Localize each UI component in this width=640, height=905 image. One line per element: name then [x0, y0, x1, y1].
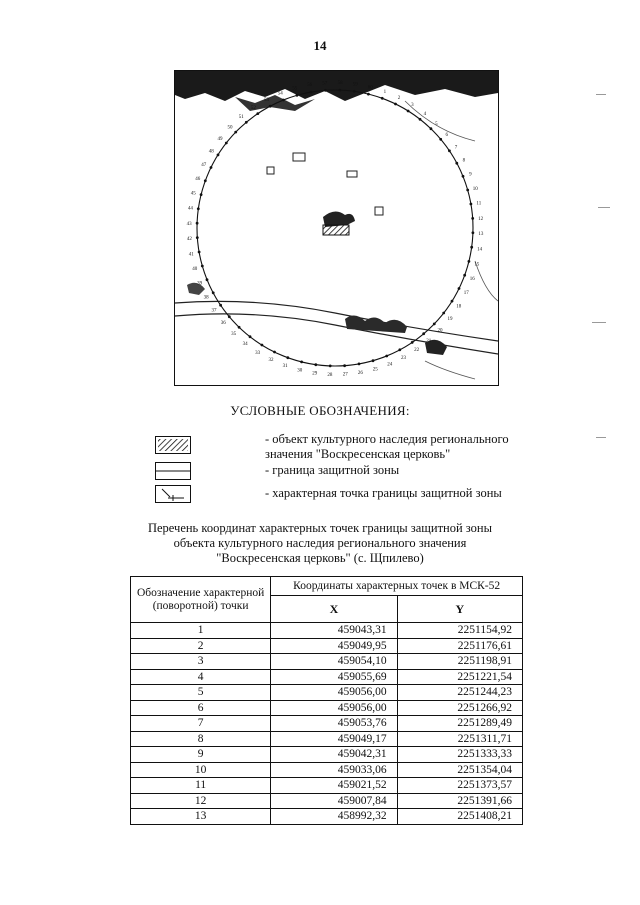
zone-point-marker	[300, 361, 303, 364]
zone-point-label: 15	[474, 262, 480, 268]
zone-point-marker	[422, 332, 425, 335]
double-line-rectangle-icon	[155, 462, 191, 480]
zone-point-label: 8	[462, 158, 466, 164]
header-coordinates: Координаты характерных точек в МСК-52	[271, 577, 523, 596]
zone-point-marker	[219, 304, 222, 307]
zone-point-label: 36	[220, 320, 226, 326]
zone-point-label: 7	[454, 145, 458, 151]
x-cell: 459033,06	[271, 762, 397, 778]
zone-point-label: 23	[401, 355, 406, 361]
x-cell: 459021,52	[271, 778, 397, 794]
header-x: X	[271, 596, 397, 623]
zone-point-marker	[228, 315, 231, 318]
point-cell: 11	[131, 778, 271, 794]
zone-point-label: 43	[186, 221, 192, 227]
y-cell: 2251354,04	[397, 762, 522, 778]
zone-point-marker	[448, 149, 451, 152]
zone-point-label: 3	[411, 103, 414, 109]
zone-point-label: 35	[231, 332, 237, 337]
point-cell: 3	[131, 654, 271, 670]
table-row	[131, 778, 523, 794]
legend-text-zone-boundary: - граница защитной зоны	[265, 463, 400, 477]
zone-point-label: 24	[387, 362, 393, 368]
zone-point-marker	[367, 93, 370, 96]
y-cell: 2251221,54	[397, 669, 522, 685]
x-cell: 459053,76	[271, 716, 397, 732]
x-cell: 459049,17	[271, 731, 397, 747]
zone-point-marker	[238, 326, 241, 329]
zone-point-label: 4	[423, 112, 427, 117]
hatched-rectangle-icon	[155, 436, 191, 454]
zone-point-label: 5	[435, 122, 438, 127]
zone-point-label: 30	[297, 368, 303, 374]
zone-point-label: 52	[250, 106, 256, 111]
zone-point-label: 27	[342, 372, 348, 378]
zone-point-marker	[269, 105, 272, 108]
zone-point-marker	[466, 189, 469, 192]
zone-point-label: 34	[242, 342, 248, 347]
x-cell: 459007,84	[271, 793, 397, 809]
zone-point-marker	[442, 312, 445, 315]
site-plan-drawing	[175, 71, 498, 385]
zone-point-label: 9	[469, 172, 472, 178]
zone-point-marker	[286, 356, 289, 359]
zone-point-label: 25	[372, 367, 378, 373]
table-row	[131, 731, 523, 747]
zone-point-label: 37	[211, 308, 217, 314]
x-cell: 459049,95	[271, 638, 397, 654]
zone-point-label: 10	[472, 186, 478, 192]
table-row	[131, 716, 523, 732]
zone-point-marker	[196, 236, 199, 239]
zone-point-label: 39	[197, 281, 203, 287]
zone-point-label: 38	[203, 295, 209, 301]
zone-point-marker	[419, 118, 422, 121]
zone-point-marker	[407, 110, 410, 113]
zone-point-marker	[439, 138, 442, 141]
table-row	[131, 793, 523, 809]
zone-point-label: 42	[186, 237, 192, 243]
table-row	[131, 654, 523, 670]
table-row	[131, 747, 523, 763]
y-cell: 2251176,61	[397, 638, 522, 654]
point-cell: 2	[131, 638, 271, 654]
zone-point-label: 46	[195, 177, 201, 183]
zone-point-label: 44	[187, 206, 193, 212]
y-cell: 2251154,92	[397, 623, 522, 639]
zone-point-label: 55	[292, 86, 298, 92]
site-plan-map	[174, 70, 499, 386]
y-cell: 2251198,91	[397, 654, 522, 670]
zone-point-marker	[430, 127, 433, 130]
zone-point-label: 14	[477, 247, 483, 253]
zone-point-marker	[462, 175, 465, 178]
y-cell: 2251333,33	[397, 747, 522, 763]
legend-text-boundary-point: - характерная точка границы защитной зоны	[265, 486, 502, 500]
zone-point-marker	[256, 112, 259, 115]
zone-point-marker	[385, 355, 388, 358]
y-cell: 2251289,49	[397, 716, 522, 732]
table-row	[131, 762, 523, 778]
table-row	[131, 623, 523, 639]
zone-point-label: 29	[312, 371, 318, 377]
x-cell: 459054,10	[271, 654, 397, 670]
point-cell: 1	[131, 623, 271, 639]
table-row	[131, 638, 523, 654]
caption-line-2: объекта культурного наследия регионального значения	[173, 536, 467, 550]
zone-point-marker	[343, 364, 346, 367]
zone-point-label: 19	[447, 316, 453, 322]
zone-point-label: 1	[383, 89, 387, 95]
zone-point-marker	[261, 344, 264, 347]
point-cell: 8	[131, 731, 271, 747]
zone-point-marker	[470, 203, 473, 206]
zone-point-marker	[455, 162, 458, 165]
zone-point-label: 53	[264, 98, 269, 104]
zone-point-label: 54	[277, 91, 283, 97]
zone-point-marker	[324, 89, 327, 92]
zone-point-marker	[471, 217, 474, 220]
zone-point-marker	[458, 287, 461, 290]
caption-line-3: "Воскресенская церковь" (с. Щпилево)	[216, 551, 424, 565]
x-cell: 459056,00	[271, 685, 397, 701]
zone-point-marker	[200, 193, 203, 196]
zone-point-marker	[245, 121, 248, 124]
zone-point-label: 22	[414, 348, 420, 353]
zone-point-label: 26	[357, 370, 363, 376]
header-y: Y	[397, 596, 522, 623]
zone-point-label: 45	[190, 191, 196, 197]
zone-point-label: 47	[201, 163, 207, 168]
zone-point-marker	[394, 103, 397, 106]
zone-point-marker	[234, 131, 237, 134]
table-row	[131, 809, 523, 825]
zone-point-marker	[296, 94, 299, 97]
table-row	[131, 669, 523, 685]
y-cell: 2251244,23	[397, 685, 522, 701]
zone-point-label: 11	[476, 201, 482, 207]
y-cell: 2251408,21	[397, 809, 522, 825]
zone-point-label: 56	[307, 83, 313, 89]
zone-point-label: 6	[445, 133, 449, 139]
zone-point-label: 18	[456, 304, 462, 310]
zone-point-marker	[329, 365, 332, 368]
zone-point-label: 33	[255, 350, 261, 356]
zone-point-label: 59	[352, 82, 358, 88]
church-object-marker	[323, 225, 349, 235]
y-cell: 2251311,71	[397, 731, 522, 747]
point-cell: 5	[131, 685, 271, 701]
zone-point-label: 16	[469, 276, 475, 282]
zone-point-marker	[451, 300, 454, 303]
coordinates-table	[130, 576, 523, 825]
zone-point-marker	[433, 323, 436, 326]
zone-point-marker	[470, 246, 473, 249]
zone-point-marker	[381, 97, 384, 100]
zone-point-marker	[398, 348, 401, 351]
zone-point-label: 40	[192, 267, 198, 273]
zone-point-label: 12	[478, 216, 484, 222]
zone-point-marker	[196, 222, 199, 225]
zone-point-label: 17	[463, 291, 469, 296]
table-row	[131, 685, 523, 701]
zone-point-label: 48	[208, 149, 214, 155]
zone-point-marker	[206, 278, 209, 281]
x-cell: 459042,31	[271, 747, 397, 763]
zone-point-marker	[282, 99, 285, 102]
point-cell: 9	[131, 747, 271, 763]
zone-point-marker	[201, 265, 204, 268]
zone-point-marker	[210, 166, 213, 169]
zone-point-label: 13	[478, 232, 484, 238]
zone-point-marker	[249, 335, 252, 338]
zone-point-label: 20	[437, 328, 443, 334]
zone-point-marker	[353, 90, 356, 93]
zone-point-marker	[198, 251, 201, 254]
point-cell: 10	[131, 762, 271, 778]
zone-point-marker	[411, 341, 414, 344]
y-cell: 2251266,92	[397, 700, 522, 716]
zone-point-marker	[338, 89, 341, 92]
zone-point-marker	[310, 91, 313, 94]
x-cell: 458992,32	[271, 809, 397, 825]
zone-point-label: 21	[426, 338, 432, 344]
legend-text-heritage-object: - объект культурного наследия регионального значения "Воскресенская церковь"	[265, 432, 509, 461]
zone-point-label: 28	[327, 372, 333, 378]
page-number: 14	[313, 38, 327, 53]
zone-point-marker	[472, 231, 475, 234]
zone-point-label: 50	[227, 125, 233, 131]
zone-point-label: 57	[322, 81, 328, 87]
x-cell: 459055,69	[271, 669, 397, 685]
legend-title: УСЛОВНЫЕ ОБОЗНАЧЕНИЯ:	[230, 403, 410, 418]
zone-point-marker	[212, 291, 215, 294]
point-cell: 6	[131, 700, 271, 716]
boundary-point-icon	[155, 485, 191, 503]
zone-point-label: 32	[268, 358, 274, 364]
coordinates-list-caption	[0, 521, 640, 566]
zone-point-marker	[225, 142, 228, 145]
zone-point-label: 31	[282, 364, 288, 370]
point-cell: 4	[131, 669, 271, 685]
y-cell: 2251391,66	[397, 793, 522, 809]
caption-line-1: Перечень координат характерных точек границы защитной зоны	[147, 521, 493, 535]
zone-point-label: 60	[367, 85, 373, 91]
zone-point-marker	[314, 363, 317, 366]
table-row	[131, 700, 523, 716]
y-cell: 2251373,57	[397, 778, 522, 794]
point-cell: 7	[131, 716, 271, 732]
zone-point-label: 2	[397, 95, 401, 101]
zone-point-label: 41	[188, 252, 194, 258]
zone-point-label: 58	[337, 81, 343, 87]
point-cell: 12	[131, 793, 271, 809]
zone-point-marker	[468, 260, 471, 263]
zone-point-marker	[197, 207, 200, 210]
zone-point-marker	[372, 359, 375, 362]
zone-point-marker	[463, 274, 466, 277]
x-cell: 459043,31	[271, 623, 397, 639]
zone-point-marker	[204, 179, 207, 182]
point-cell: 13	[131, 809, 271, 825]
zone-point-marker	[217, 154, 220, 157]
zone-point-marker	[273, 351, 276, 354]
x-cell: 459056,00	[271, 700, 397, 716]
header-designation: Обозначение характерной (поворотной) точки	[131, 577, 271, 623]
zone-point-label: 49	[217, 137, 223, 143]
zone-point-marker	[358, 363, 361, 366]
zone-point-label: 51	[238, 115, 244, 121]
